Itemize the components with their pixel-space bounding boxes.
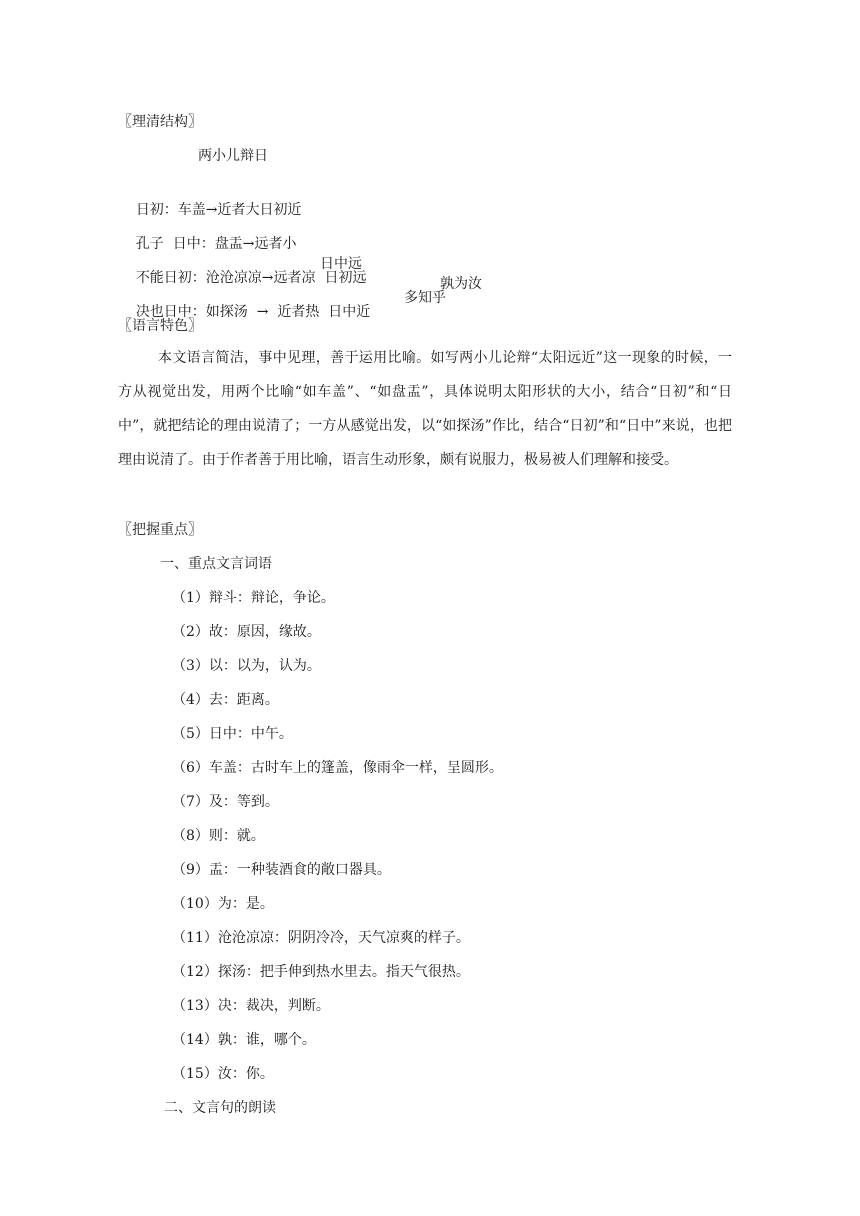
structure-row-3-col3: 多知乎 <box>404 290 446 306</box>
structure-row-2-col3: 孰为汝 <box>440 276 482 292</box>
vocab-item: （2）故：原因，缘故。 <box>172 624 321 640</box>
vocab-item: （14）孰：谁，哪个。 <box>172 1032 316 1048</box>
structure-row-2-col2: 日中远 <box>320 256 362 272</box>
structure-heading: 〖理清结构〗 <box>118 114 202 130</box>
key-points-heading: 〖把握重点〗 <box>118 522 202 538</box>
vocab-item: （7）及：等到。 <box>172 794 279 810</box>
structure-row-4 <box>118 282 371 320</box>
structure-title: 两小儿辩日 <box>198 148 268 164</box>
vocab-item: （12）探汤：把手伸到热水里去。指天气很热。 <box>172 964 470 980</box>
vocab-item: （3）以：以为，认为。 <box>172 658 321 674</box>
structure-row-1 <box>118 180 302 218</box>
language-heading: 〖语言特色〗 <box>118 318 202 334</box>
vocab-item: （9）盂：一种装酒食的敞口器具。 <box>172 862 391 878</box>
structure-row-3-col1: 不能日初：沧沧凉凉→远者凉 日初远 <box>135 270 367 286</box>
language-paragraph: 本文语言简洁，事中见理，善于运用比喻。如写两小儿论辩“太阳远近”这一现象的时候，一方从视觉出发，用两个比喻“如车盖”、“如盘盂”，具体说明太阳形状的大小，结合“日初”和“日中”，就把结论的理由说清了；一方从感觉出发，以“如探汤”作比，结合“日初”和“日中”来说，也把理由说清了。由于作者善于用比喻，语言生动形象，颇有说服力，极易被人们理解和接受。 <box>118 350 732 468</box>
key-points-subheading-1: 一、重点文言词语 <box>160 556 272 572</box>
vocab-item: （10）为：是。 <box>172 896 274 912</box>
structure-row-1-col1: 日初：车盖→近者大日初近 <box>135 202 302 218</box>
key-points-subheading-2: 二、文言句的朗读 <box>164 1100 276 1116</box>
vocab-item: （15）汝：你。 <box>172 1066 274 1082</box>
structure-row-2-col1: 孔子 日中：盘盂→远者小 <box>135 236 297 252</box>
vocab-item: （13）决：裁决，判断。 <box>172 998 330 1014</box>
vocab-item: （1）辩斗：辩论，争论。 <box>172 590 335 606</box>
structure-row-4-col1: 决也日中：如探汤 → 近者热 日中近 <box>135 304 371 320</box>
vocab-item: （5）日中：中午。 <box>172 726 293 742</box>
vocab-item: （11）沧沧凉凉：阴阴冷冷，天气凉爽的样子。 <box>172 930 470 946</box>
vocab-item: （4）去：距离。 <box>172 692 279 708</box>
vocab-item: （8）则：就。 <box>172 828 265 844</box>
vocab-item: （6）车盖：古时车上的篷盖，像雨伞一样，呈圆形。 <box>172 760 503 776</box>
